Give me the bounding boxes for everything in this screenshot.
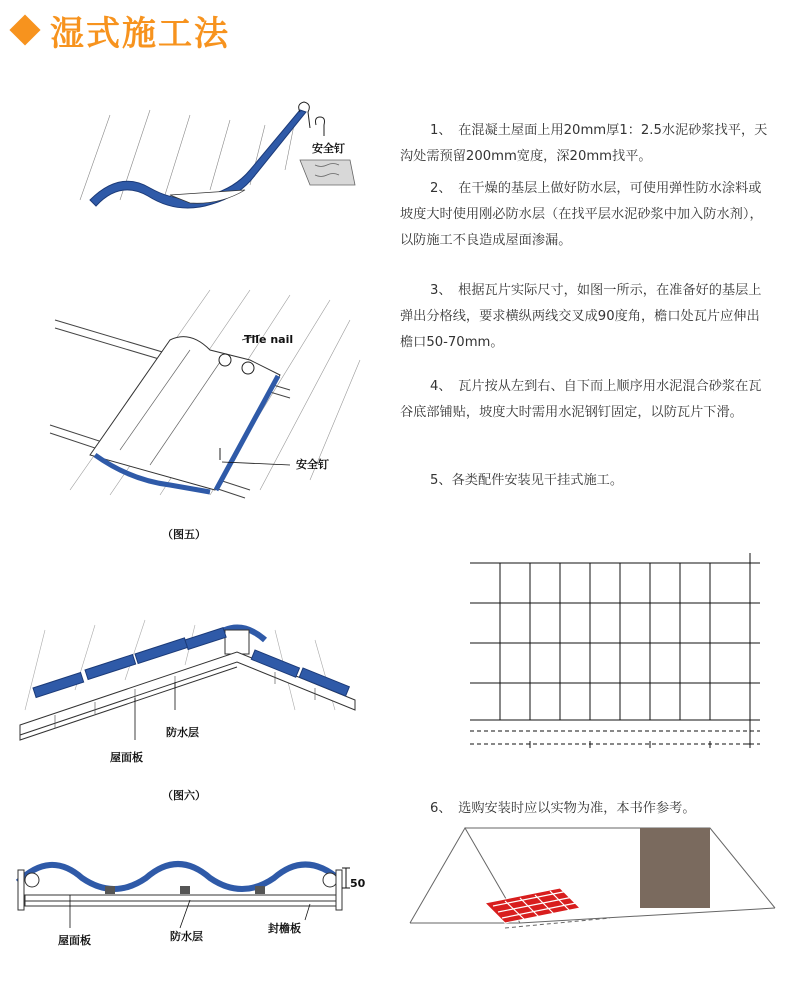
step-4: 4、 瓦片按从左到右、自下而上顺序用水泥混合砂浆在瓦谷底部铺贴，坡度大时需用水泥钢钉固定，以防瓦片下滑。 — [400, 379, 762, 420]
label-tile-nail: Tile nail — [244, 333, 294, 346]
label-dimension-50: 50 — [350, 877, 366, 890]
label-waterproof-1: 防水层 — [166, 726, 199, 739]
step-1: 1、 在混凝土屋面上用20mm厚1：2.5水泥砂浆找平，天沟处需预留200mm宽度，深20mm找平。 — [400, 123, 768, 164]
step-6-note: 6、 选购安装时应以实物为准，本书作参考。 — [430, 801, 696, 816]
eave-section-diagram — [10, 850, 370, 930]
tile-nail-diagram — [50, 290, 380, 500]
gutter-section-diagram — [60, 100, 370, 230]
diamond-bullet-icon — [9, 14, 40, 45]
page-title: 湿式施工法 — [50, 13, 230, 54]
label-roof-board-2: 屋面板 — [58, 934, 91, 947]
step-5: 5、各类配件安装见干挂式施工。 — [430, 473, 624, 488]
label-safety-nail-2: 安全钉 — [296, 458, 329, 471]
label-eave-board: 封檐板 — [268, 922, 301, 935]
layout-grid-diagram — [460, 548, 770, 758]
step-3: 3、 根据瓦片实际尺寸，如图一所示，在准备好的基层上弹出分格线，要求横纵两线交叉成90度角，檐口处瓦片应伸出檐口50-70mm。 — [400, 283, 762, 350]
label-safety-nail-1: 安全钉 — [312, 142, 345, 155]
step-2: 2、 在干燥的基层上做好防水层，可使用弹性防水涂料或坡度大时使用刚必防水层（在找平层水泥砂浆中加入防水剂），以防施工不良造成屋面渗漏。 — [400, 181, 763, 248]
label-waterproof-2: 防水层 — [170, 930, 203, 943]
figure-5-caption: （图五） — [162, 528, 206, 541]
figure-6-caption: （图六） — [162, 789, 206, 802]
label-roof-board-1: 屋面板 — [110, 751, 143, 764]
section-header — [8, 8, 230, 52]
roof-perspective-diagram — [410, 828, 790, 958]
